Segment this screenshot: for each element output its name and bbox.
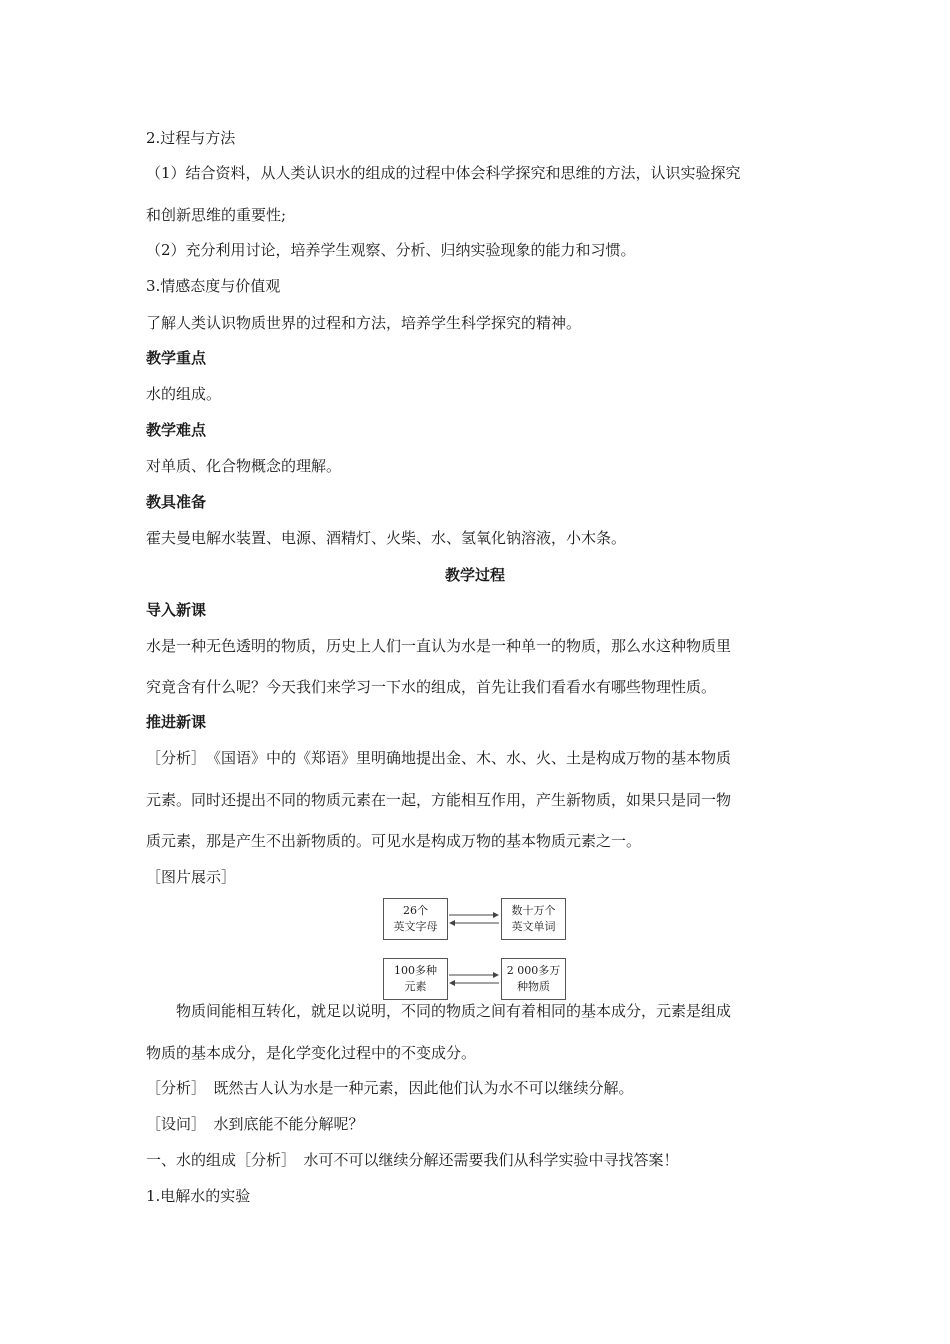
box-text: 数十万个 (511, 904, 556, 917)
box-text: 英文单词 (511, 920, 556, 933)
heading-teaching-materials: 教具准备 (146, 493, 207, 511)
paragraph-line: ［分析］ 《国语》中的《郑语》里明确地提出金、木、水、火、土是构成万物的基本物质 (146, 749, 732, 767)
picture-label: ［图片展示］ (146, 868, 237, 886)
box-letters (383, 898, 448, 940)
paragraph-line: （1）结合资料，从人类认识水的组成的过程中体会科学探究和思维的方法，认识实验探究 (146, 164, 741, 182)
paragraph-line: ［分析］ 既然古人认为水是一种元素，因此他们认为水不可以继续分解。 (146, 1079, 634, 1097)
paragraph-line: 霍夫曼电解水装置、电源、酒精灯、火柴、水、氢氧化钠溶液，小木条。 (146, 529, 627, 547)
heading-emotion-values: 3.情感态度与价值观 (146, 277, 281, 295)
paragraph-line: ［设问］ 水到底能不能分解呢？ (146, 1115, 364, 1133)
box-elements (383, 958, 448, 1000)
conversion-diagram (383, 898, 568, 1002)
heading-teaching-focus: 教学重点 (146, 349, 207, 367)
box-text: 100多种 (394, 964, 437, 977)
heading-introduction: 导入新课 (146, 601, 207, 619)
box-text: 元素 (404, 980, 427, 993)
box-text: 26个 (403, 904, 428, 917)
paragraph-line: 究竟含有什么呢？今天我们来学习一下水的组成，首先让我们看看水有哪些物理性质。 (146, 678, 717, 696)
box-text: 种物质 (517, 980, 550, 993)
heading-new-lesson: 推进新课 (146, 713, 207, 731)
paragraph-line: 水是一种无色透明的物质，历史上人们一直认为水是一种单一的物质，那么水这种物质里 (146, 637, 732, 655)
heading-teaching-difficulty: 教学难点 (146, 421, 207, 439)
paragraph-line: 物质间能相互转化，就足以说明，不同的物质之间有着相同的基本成分，元素是组成 (146, 1002, 732, 1020)
paragraph-line: 水的组成。 (146, 385, 222, 403)
paragraph-line: 和创新思维的重要性; (146, 206, 287, 224)
paragraph-line: 质元素，那是产生不出新物质的。可见水是构成万物的基本物质元素之一。 (146, 832, 642, 850)
paragraph-line: 了解人类认识物质世界的过程和方法，培养学生科学探究的精神。 (146, 314, 582, 332)
paragraph-line: 一、水的组成［分析］ 水可不可以继续分解还需要我们从科学实验中寻找答案！ (146, 1151, 679, 1169)
box-text: 2 000多万 (506, 964, 561, 977)
box-words (501, 898, 566, 940)
box-substances (501, 958, 566, 1000)
heading-electrolysis: 1.电解水的实验 (146, 1187, 251, 1205)
paragraph-line: （2）充分利用讨论，培养学生观察、分析、归纳实验现象的能力和习惯。 (146, 241, 636, 259)
section-title-teaching-process: 教学过程 (444, 566, 505, 584)
heading-process-method: 2.过程与方法 (146, 129, 236, 147)
paragraph-line: 对单质、化合物概念的理解。 (146, 457, 342, 475)
box-text: 英文字母 (393, 920, 438, 933)
paragraph-line: 元素。同时还提出不同的物质元素在一起，方能相互作用，产生新物质，如果只是同一物 (146, 791, 732, 809)
paragraph-line: 物质的基本成分，是化学变化过程中的不变成分。 (146, 1044, 477, 1062)
